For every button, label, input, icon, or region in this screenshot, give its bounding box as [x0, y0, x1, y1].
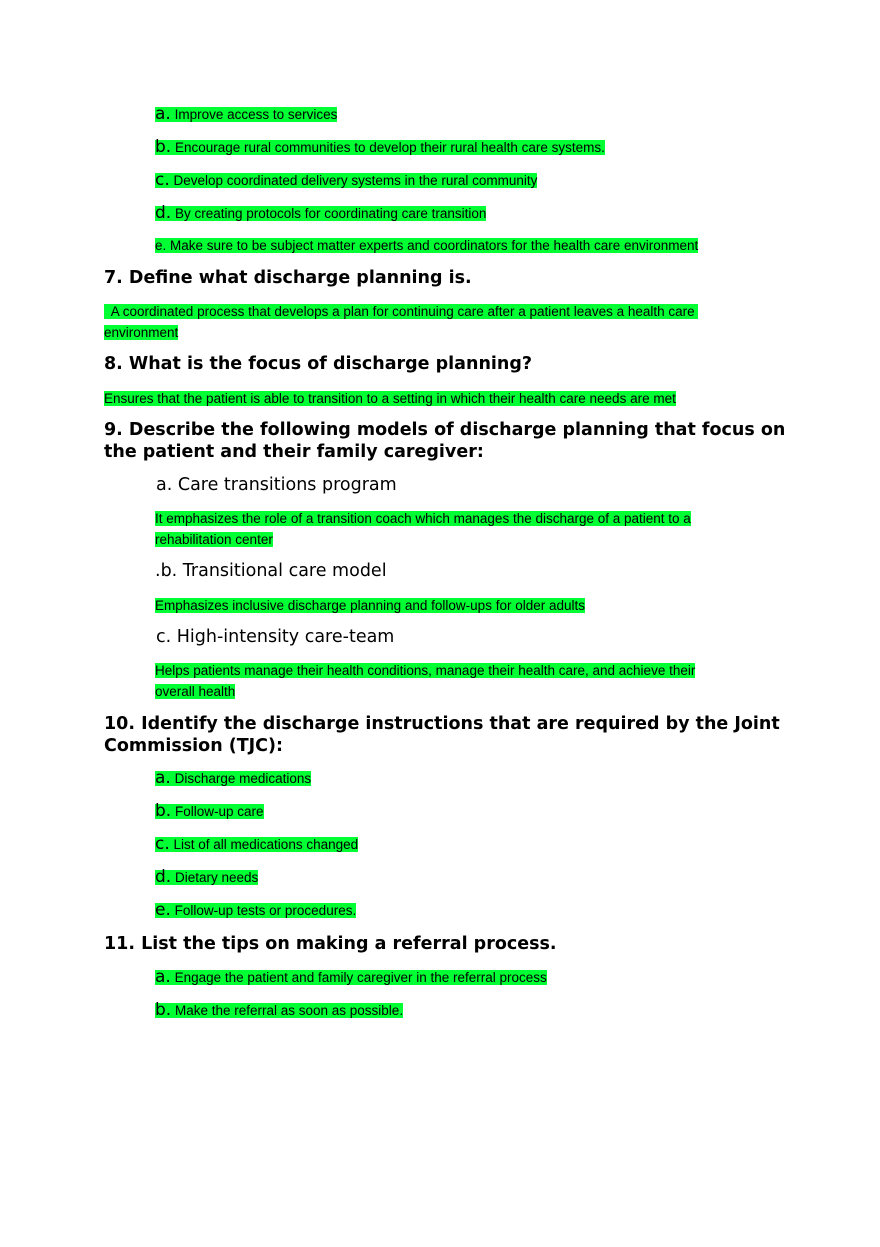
- list-item: [155, 900, 356, 921]
- list-marker: c.: [155, 170, 170, 190]
- list-text: Improve access to services: [170, 107, 338, 122]
- list-item: [155, 170, 537, 191]
- list-text: Follow-up care: [171, 804, 264, 819]
- list-text: Discharge medications: [170, 771, 312, 786]
- model-title: a. Care transitions program: [156, 475, 397, 495]
- list-item: [155, 801, 264, 822]
- model-answer-line2: rehabilitation center: [155, 532, 273, 547]
- list-marker: a.: [155, 768, 171, 788]
- answer-8-text: Ensures that the patient is able to transition to a setting in which their health care needs are met: [104, 391, 676, 406]
- model-answer-line2: overall health: [155, 684, 236, 699]
- model-answer-line1: It emphasizes the role of a transition coach which manages the discharge of a patient to a: [155, 511, 691, 526]
- list-marker: e.: [155, 900, 171, 920]
- list-text: By creating protocols for coordinating care transition: [171, 206, 487, 221]
- list-item: [155, 967, 547, 988]
- answer-7: [104, 301, 784, 343]
- list-item: [155, 834, 358, 855]
- answer-7-line1: A coordinated process that develops a plan for continuing care after a patient leaves a health care: [104, 304, 699, 319]
- model-answer-line1: Helps patients manage their health conditions, manage their health care, and achieve their: [155, 663, 696, 678]
- answer-8: [104, 388, 676, 409]
- question-10: 10. Identify the discharge instructions that are required by the Joint Commission (TJC):: [104, 714, 780, 756]
- list-text: Make the referral as soon as possible.: [171, 1003, 404, 1018]
- list-item: [155, 867, 258, 888]
- list-marker: b.: [155, 801, 172, 821]
- model-title: .b. Transitional care model: [155, 561, 387, 581]
- list-item: [155, 104, 337, 125]
- model-answer: [155, 508, 691, 550]
- model-answer: [155, 660, 695, 702]
- list-item: [155, 1000, 403, 1021]
- list-marker: c.: [155, 834, 170, 854]
- list-item: [155, 235, 698, 256]
- question-11: 11. List the tips on making a referral process.: [104, 934, 557, 954]
- list-marker: b.: [155, 1000, 172, 1020]
- list-marker: a.: [155, 104, 171, 124]
- list-text: e. Make sure to be subject matter experts and coordinators for the health care environment: [155, 238, 699, 253]
- model-title: c. High-intensity care-team: [156, 627, 395, 647]
- list-item: [155, 768, 311, 789]
- list-marker: d.: [155, 203, 172, 223]
- list-text: Develop coordinated delivery systems in the rural community: [169, 173, 538, 188]
- list-item: [155, 137, 605, 158]
- list-marker: d.: [155, 867, 172, 887]
- list-text: Dietary needs: [171, 870, 259, 885]
- model-answer-line1: Emphasizes inclusive discharge planning and follow-ups for older adults: [155, 598, 585, 613]
- answer-7-line2: environment: [104, 325, 179, 340]
- list-text: Encourage rural communities to develop their rural health care systems.: [171, 140, 605, 155]
- question-8: 8. What is the focus of discharge planning?: [104, 354, 533, 374]
- list-marker: b.: [155, 137, 172, 157]
- question-7: 7. Define what discharge planning is.: [104, 268, 472, 288]
- list-item: [155, 203, 486, 224]
- question-9: 9. Describe the following models of discharge planning that focus on the patient and their family caregiver:: [104, 420, 786, 462]
- list-marker: a.: [155, 967, 171, 987]
- list-text: Follow-up tests or procedures.: [170, 903, 357, 918]
- model-answer: [155, 595, 585, 616]
- list-text: List of all medications changed: [169, 837, 359, 852]
- list-text: Engage the patient and family caregiver in the referral process: [170, 970, 547, 985]
